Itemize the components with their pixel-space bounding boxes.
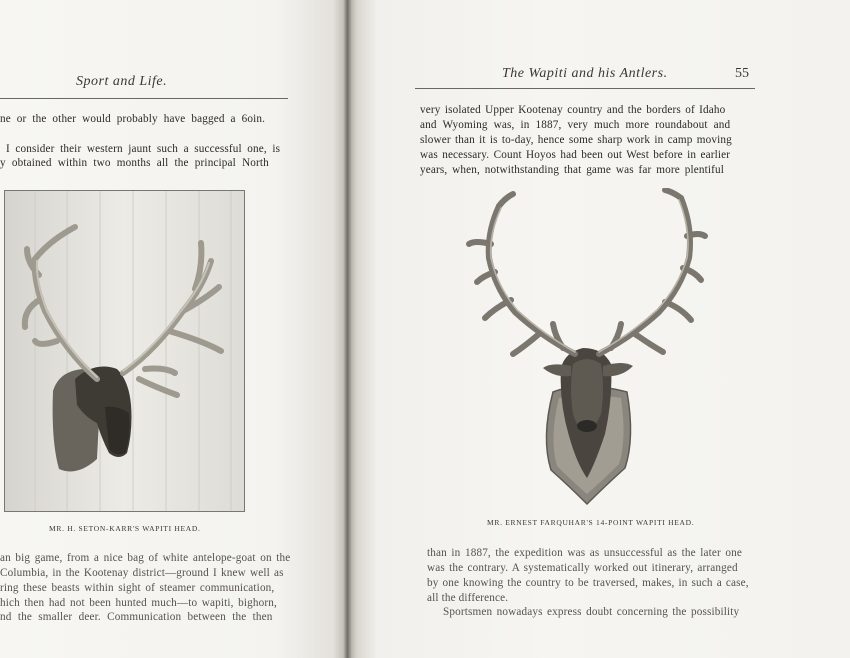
left-text-line-4: an big game, from a nice bag of white antelope-goat on the: [0, 552, 291, 564]
right-text-line-10: Sportsmen nowadays express doubt concerning the possibility: [443, 606, 740, 618]
right-photo-caption: MR. ERNEST FARQUHAR'S 14-POINT WAPITI HEAD.: [487, 518, 695, 527]
right-text-line-8: by one knowing the country to be traversed, makes, in such a case,: [427, 577, 749, 589]
left-text-line-5: Columbia, in the Kootenay district—ground I knew well as: [0, 567, 284, 579]
left-photo-caption: MR. H. SETON-KARR'S WAPITI HEAD.: [49, 524, 201, 533]
right-text-line-2: and Wyoming was, in 1887, very much more roundabout and: [420, 119, 731, 131]
left-text-line-6: ring these beasts within sight of steamer communication,: [0, 582, 275, 594]
right-text-line-9: all the difference.: [427, 592, 509, 604]
right-text-line-3: slower than it is to-day, hence some sharp work in camp moving: [420, 134, 732, 146]
right-text-line-6: than in 1887, the expedition was as unsuccessful as the later one: [427, 547, 743, 559]
farquhar-wapiti-photo: [455, 188, 715, 508]
left-header-rule: [0, 98, 288, 99]
right-running-head: The Wapiti and his Antlers.: [502, 66, 668, 81]
left-text-line-3: y obtained within two months all the principal North: [0, 157, 269, 169]
left-text-line-8: nd the smaller deer. Communication between the then: [0, 611, 273, 623]
left-running-head: Sport and Life.: [76, 74, 168, 89]
right-text-line-1: very isolated Upper Kootenay country and the borders of Idaho: [420, 104, 726, 116]
right-text-line-7: was the contrary. A systematically worked out itinerary, arranged: [427, 562, 738, 574]
seton-karr-wapiti-photo: [4, 190, 245, 512]
left-text-line-7: hich then had not been hunted much—to wapiti, bighorn,: [0, 597, 277, 609]
left-text-line-2: I consider their western jaunt such a successful one, is: [6, 143, 281, 155]
right-header-rule: [415, 88, 755, 89]
book-gutter: [343, 0, 352, 658]
right-text-line-4: was necessary. Count Hoyos had been out West before in earlier: [420, 149, 731, 161]
page-number: 55: [735, 66, 749, 81]
left-text-line-1: ne or the other would probably have bagged a 6oin.: [0, 113, 266, 125]
left-page: [0, 0, 347, 658]
right-text-line-5: years, when, notwithstanding that game was far more plentiful: [420, 164, 724, 176]
